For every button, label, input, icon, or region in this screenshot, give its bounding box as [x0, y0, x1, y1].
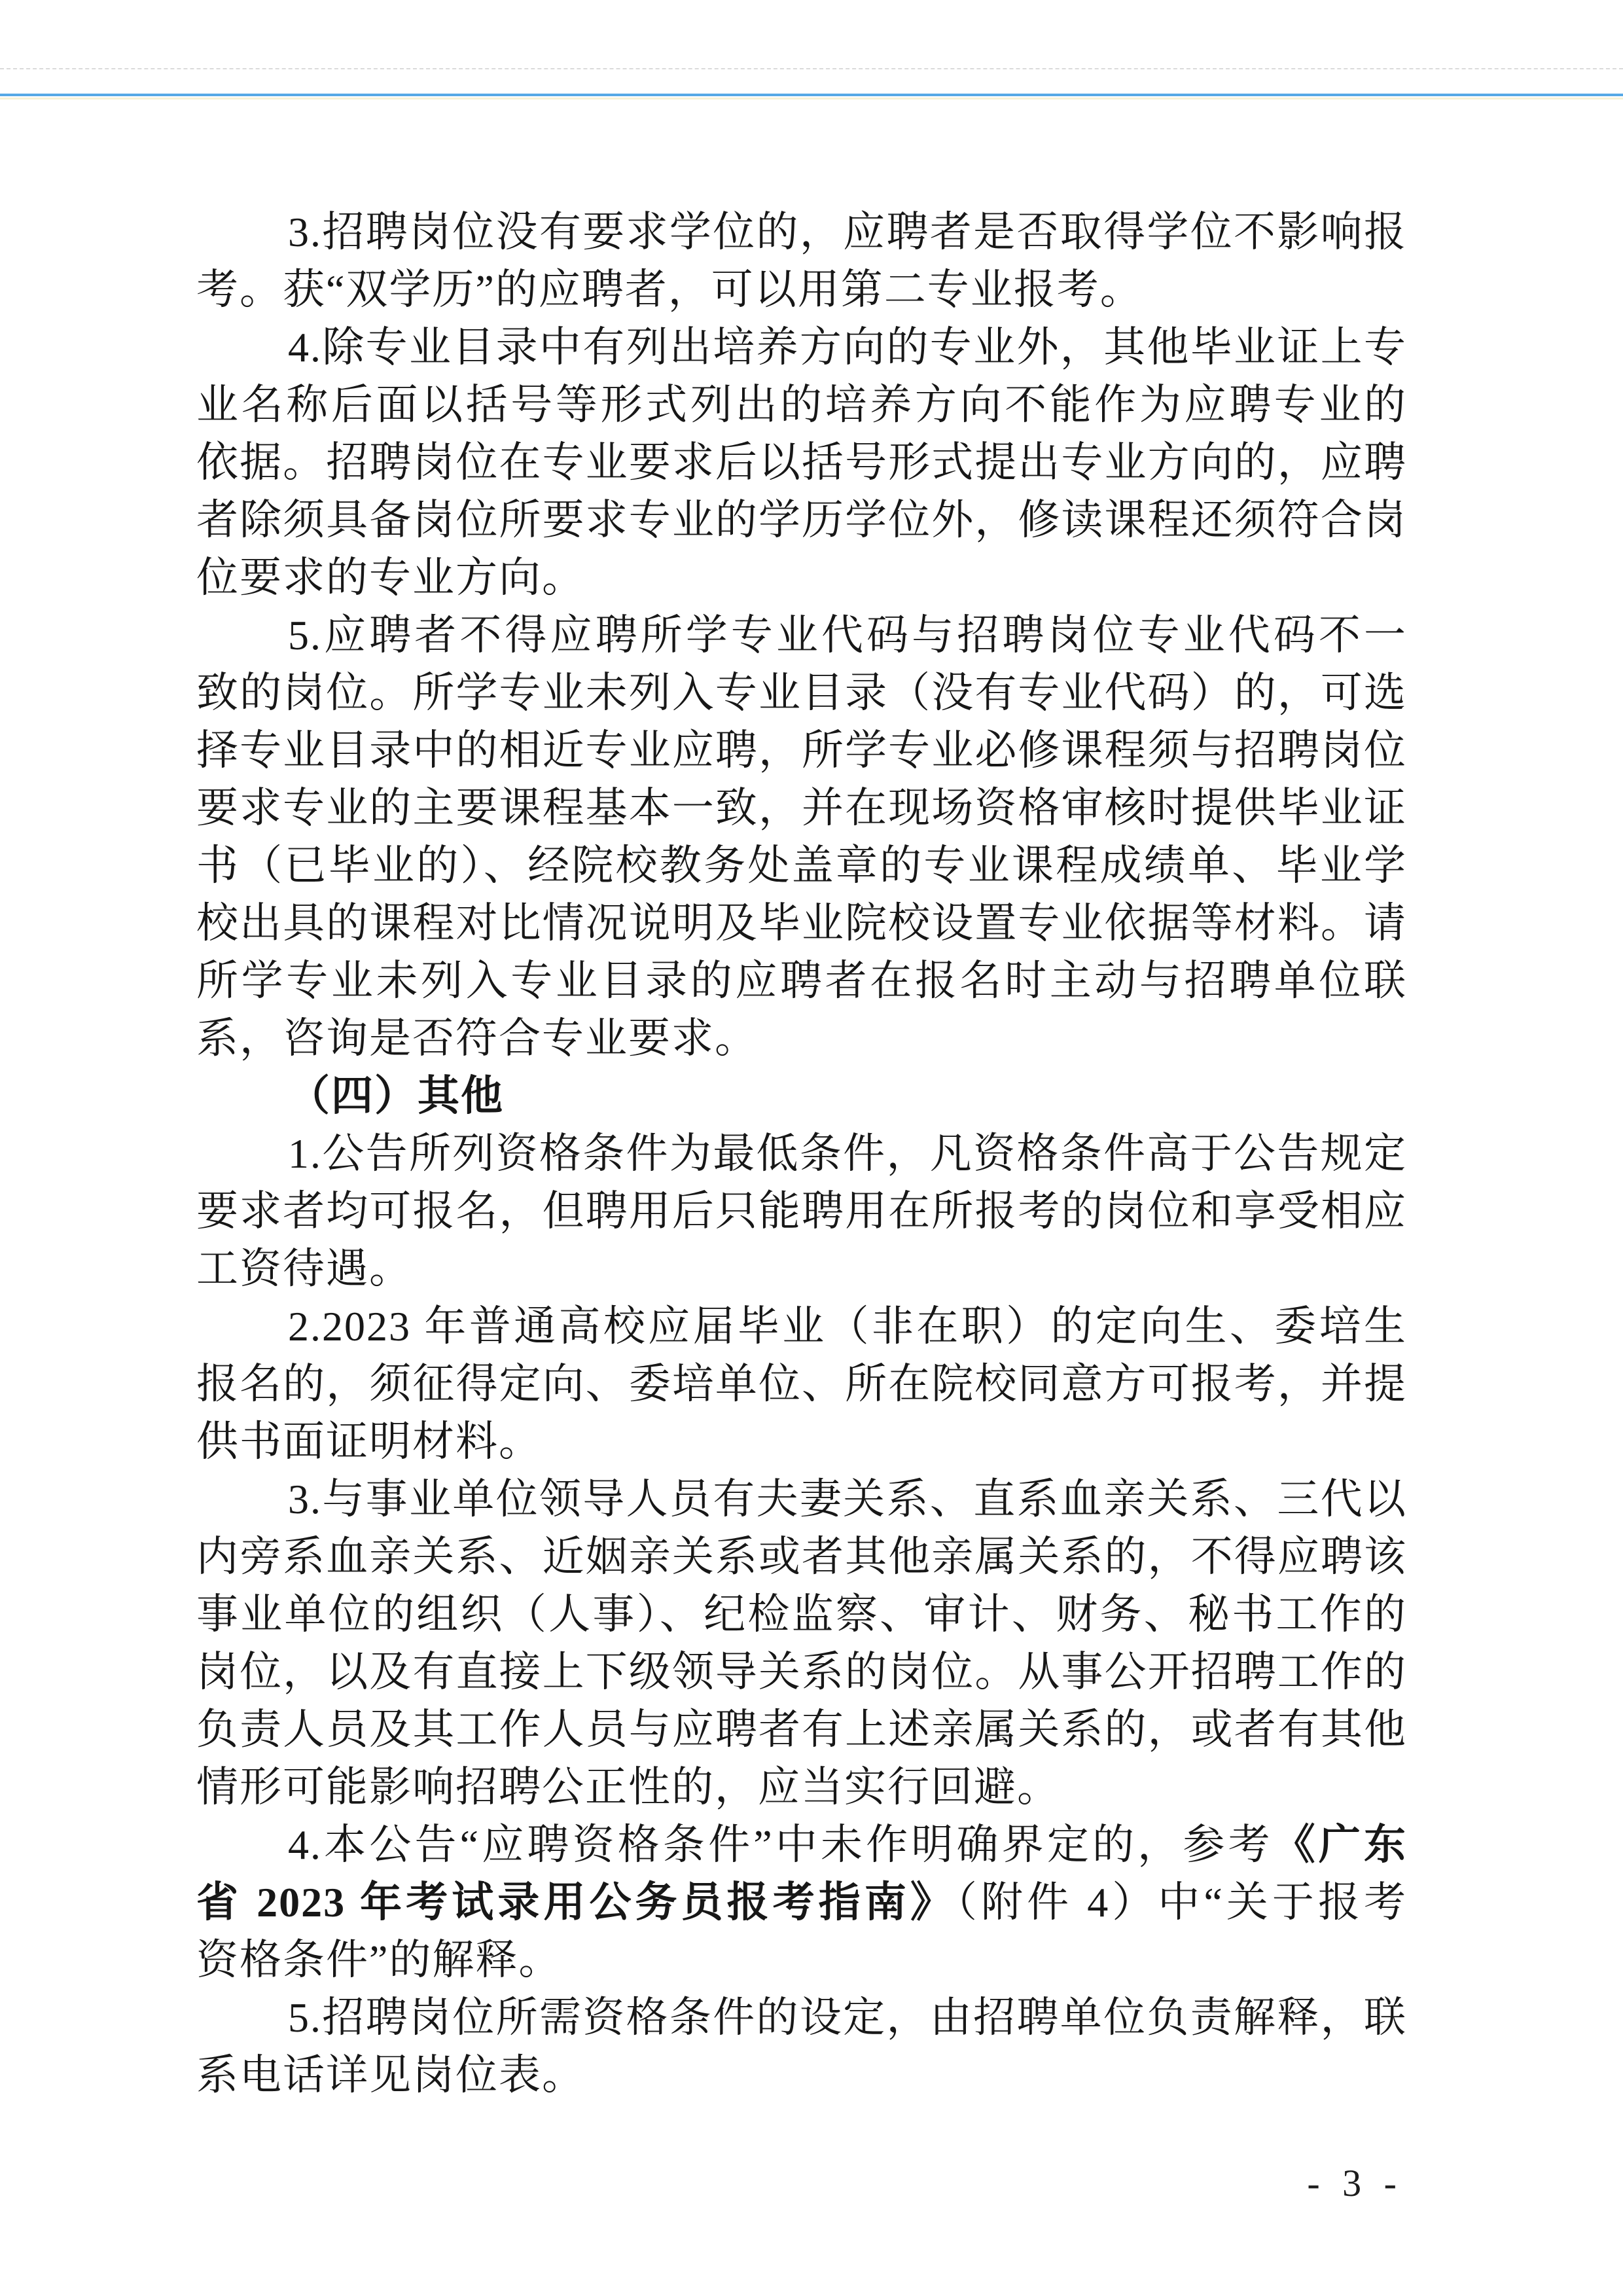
text-line	[196, 319, 1407, 376]
text-line	[196, 1010, 1407, 1067]
text-run: 5.招聘岗位所需资格条件的设定，由招聘单位负责解释，联	[288, 1994, 1407, 2041]
text-line	[196, 722, 1407, 780]
text-line	[196, 261, 1407, 319]
text-run: 3.与事业单位领导人员有夫妻关系、直系血亲关系、三代以	[288, 1476, 1407, 1522]
text-run: 依据。招聘岗位在专业要求后以括号形式提出专业方向的，应聘	[196, 439, 1407, 486]
text-line	[196, 837, 1407, 895]
text-run: 考。获“双学历”的应聘者，可以用第二专业报考。	[196, 266, 1143, 313]
text-line	[196, 664, 1407, 722]
text-run: 工资待遇。	[196, 1246, 412, 1292]
top-cream-line	[0, 98, 1623, 99]
text-run: 4.本公告“应聘资格条件”中未作明确界定的，参考	[288, 1821, 1274, 1868]
text-line	[196, 1471, 1407, 1528]
text-line	[196, 1931, 1407, 1989]
text-run: 者除须具备岗位所要求专业的学历学位外，修读课程还须符合岗	[196, 497, 1407, 543]
text-line	[196, 1528, 1407, 1586]
text-run: 所学专业未列入专业目录的应聘者在报名时主动与招聘单位联	[196, 958, 1407, 1004]
text-line	[196, 1125, 1407, 1183]
text-run: （四）其他	[288, 1073, 504, 1119]
document-body	[196, 204, 1407, 2104]
text-run: 要求者均可报名，但聘用后只能聘用在所报考的岗位和享受相应	[196, 1188, 1407, 1234]
text-run: 择专业目录中的相近专业应聘，所学专业必修课程须与招聘岗位	[196, 727, 1407, 774]
text-line	[196, 780, 1407, 837]
text-line	[196, 895, 1407, 952]
text-run: 致的岗位。所学专业未列入专业目录（没有专业代码）的，可选	[196, 670, 1407, 716]
section-heading-line	[196, 1067, 1407, 1125]
text-line	[196, 1240, 1407, 1298]
text-run: 书（已毕业的）、经院校教务处盖章的专业课程成绩单、毕业学	[196, 842, 1407, 889]
text-line	[196, 1355, 1407, 1413]
text-run: （附件 4）中“关于报考	[955, 1879, 1408, 1926]
text-run: 4.除专业目录中有列出培养方向的专业外，其他毕业证上专	[288, 324, 1407, 370]
text-line	[196, 1759, 1407, 1816]
text-line	[196, 204, 1407, 261]
text-run: 业名称后面以括号等形式列出的培养方向不能作为应聘专业的	[196, 382, 1407, 428]
text-run: 2.2023 年普通高校应届毕业（非在职）的定向生、委培生	[288, 1303, 1407, 1350]
text-line	[196, 1874, 1407, 1931]
text-run: 5.应聘者不得应聘所学专业代码与招聘岗位专业代码不一	[288, 612, 1407, 658]
text-run: 位要求的专业方向。	[196, 554, 585, 601]
text-run: 系电话详见岗位表。	[196, 2052, 585, 2098]
text-line	[196, 1816, 1407, 1874]
text-line	[196, 1989, 1407, 2047]
text-run: 事业单位的组织（人事）、纪检监察、审计、财务、秘书工作的	[196, 1591, 1407, 1638]
text-line	[196, 952, 1407, 1010]
text-line	[196, 2047, 1407, 2104]
page-number: - 3 -	[1307, 2162, 1403, 2204]
scan-dash-line	[0, 68, 1623, 69]
bold-text-run: 省 2023 年考试录用公务员报考指南》	[196, 1879, 956, 1926]
text-run: 报名的，须征得定向、委培单位、所在院校同意方可报考，并提	[196, 1361, 1407, 1407]
text-run: 供书面证明材料。	[196, 1418, 542, 1465]
text-run: 系，咨询是否符合专业要求。	[196, 1015, 758, 1062]
text-line	[196, 549, 1407, 607]
text-line	[196, 434, 1407, 492]
text-line	[196, 1586, 1407, 1643]
text-run: 岗位，以及有直接上下级领导关系的岗位。从事公开招聘工作的	[196, 1649, 1407, 1695]
top-blue-line	[0, 94, 1623, 96]
text-line	[196, 1298, 1407, 1355]
text-line	[196, 1413, 1407, 1471]
bold-text-run: 《广东	[1273, 1821, 1408, 1868]
text-run: 3.招聘岗位没有要求学位的，应聘者是否取得学位不影响报	[288, 209, 1407, 255]
text-line	[196, 492, 1407, 549]
text-run: 负责人员及其工作人员与应聘者有上述亲属关系的，或者有其他	[196, 1706, 1407, 1753]
text-line	[196, 1183, 1407, 1240]
text-line	[196, 376, 1407, 434]
text-run: 情形可能影响招聘公正性的，应当实行回避。	[196, 1764, 1060, 1810]
text-run: 校出具的课程对比情况说明及毕业院校设置专业依据等材料。请	[196, 900, 1407, 946]
text-run: 1.公告所列资格条件为最低条件，凡资格条件高于公告规定	[288, 1130, 1407, 1177]
text-run: 资格条件”的解释。	[196, 1937, 562, 1983]
text-run: 要求专业的主要课程基本一致，并在现场资格审核时提供毕业证	[196, 785, 1407, 831]
text-line	[196, 1643, 1407, 1701]
text-line	[196, 1701, 1407, 1759]
text-run: 内旁系血亲关系、近姻亲关系或者其他亲属关系的，不得应聘该	[196, 1534, 1407, 1580]
text-line	[196, 607, 1407, 664]
